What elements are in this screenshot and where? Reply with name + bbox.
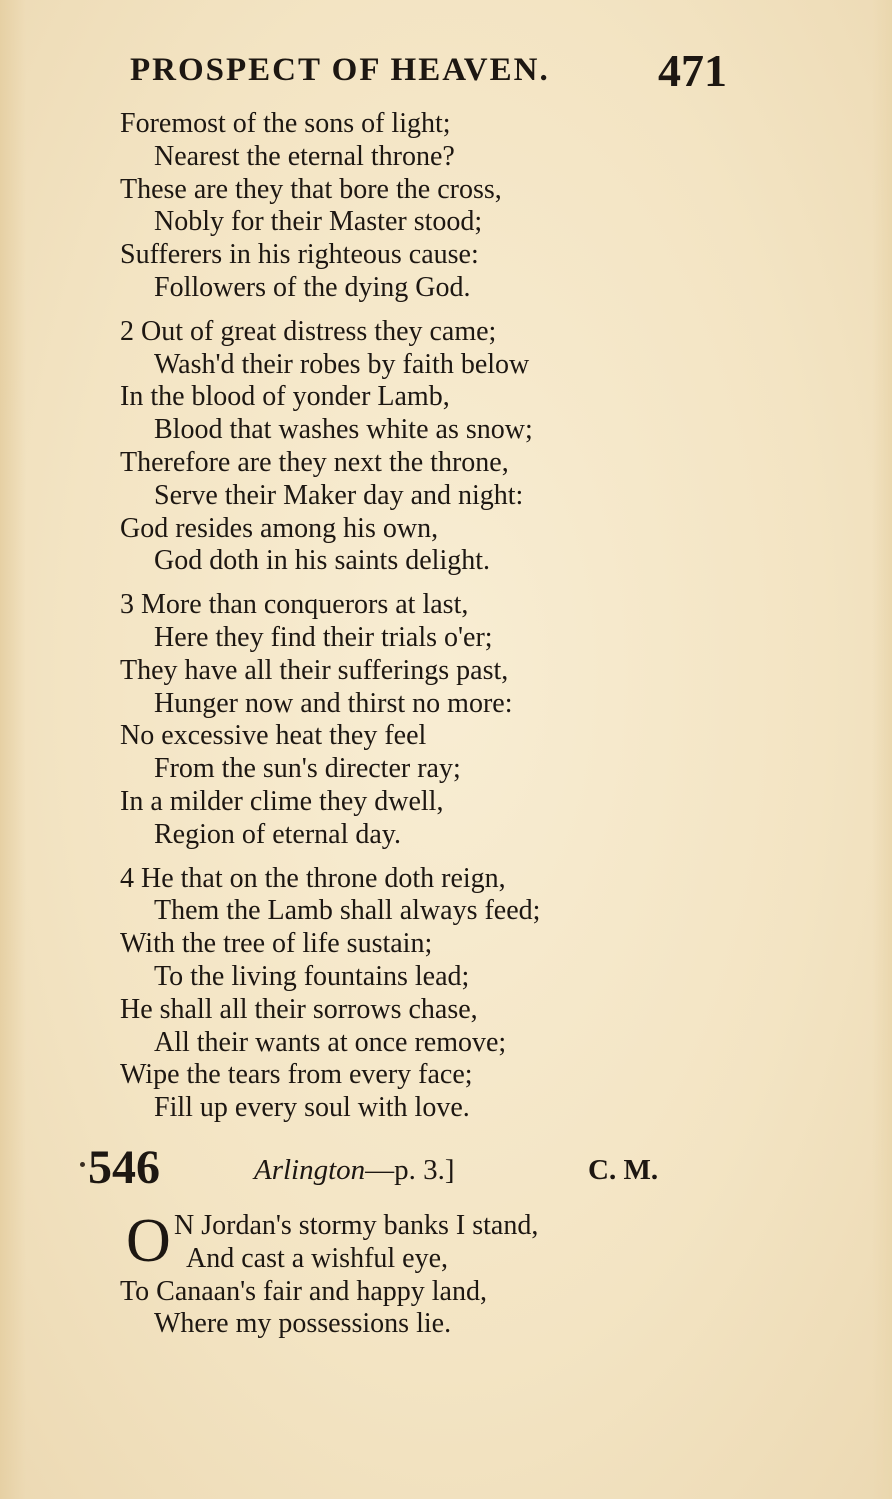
verse-line: And cast a wishful eye,	[186, 1242, 449, 1274]
stanza-2	[120, 316, 760, 578]
hymn-number: 546	[88, 1141, 160, 1194]
page-edge-shadow-right	[872, 0, 892, 1499]
hymn-continuation	[120, 108, 760, 1136]
stanza-1	[120, 108, 760, 305]
verse-line: Sufferers in his righteous cause:	[120, 239, 479, 271]
verse-line: Hunger now and thirst no more:	[154, 687, 513, 719]
verse-line: Nobly for their Master stood;	[154, 206, 483, 238]
verse-line: 4 He that on the throne doth reign,	[120, 862, 506, 894]
verse-line: God resides among his own,	[120, 512, 439, 544]
verse-line: In a milder clime they dwell,	[120, 785, 444, 817]
page-header	[130, 44, 750, 94]
verse-line: In the blood of yonder Lamb,	[120, 381, 450, 413]
verse-line: From the sun's directer ray;	[154, 753, 461, 785]
page-number: 471	[658, 45, 727, 96]
verse-line: 2 Out of great distress they came;	[120, 315, 497, 347]
meter: C. M.	[588, 1154, 659, 1186]
verse-line: He shall all their sorrows chase,	[120, 993, 478, 1025]
verse-line: All their wants at once remove;	[154, 1026, 507, 1058]
drop-cap: O	[126, 1207, 171, 1275]
verse-line: Blood that washes white as snow;	[154, 414, 533, 446]
verse-line: Fill up every soul with love.	[154, 1092, 470, 1124]
margin-dot	[80, 1162, 85, 1167]
verse-line: Here they find their trials o'er;	[154, 621, 493, 653]
verse-line: Nearest the eternal throne?	[154, 140, 455, 172]
verse-line: Wipe the tears from every face;	[120, 1059, 473, 1091]
verse-line: 3 More than conquerors at last,	[120, 589, 469, 621]
verse-line: Followers of the dying God.	[154, 271, 471, 303]
verse-line: To Canaan's fair and happy land,	[120, 1275, 487, 1307]
running-title: PROSPECT OF HEAVEN.	[130, 52, 550, 88]
verse-line: They have all their sufferings past,	[120, 654, 509, 686]
verse-line: N Jordan's stormy banks I stand,	[174, 1210, 539, 1241]
stanza-4	[120, 863, 760, 1125]
tune-reference	[254, 1154, 455, 1187]
verse-line: Serve their Maker day and night:	[154, 479, 524, 511]
stanza-3	[120, 589, 760, 851]
verse-line: Region of eternal day.	[154, 818, 401, 850]
verse-line: No excessive heat they feel	[120, 720, 427, 752]
verse-line: Them the Lamb shall always feed;	[154, 895, 541, 927]
verse-line: To the living fountains lead;	[154, 960, 470, 992]
hymn-heading	[80, 1140, 720, 1200]
tune-page-ref: —p. 3.]	[365, 1154, 455, 1186]
verse-line: Therefore are they next the throne,	[120, 446, 509, 478]
hymn-546-stanza	[120, 1207, 760, 1341]
tune-name: Arlington	[254, 1154, 366, 1186]
verse-line: Foremost of the sons of light;	[120, 108, 451, 139]
verse-line: These are they that bore the cross,	[120, 173, 502, 205]
verse-line: God doth in his saints delight.	[154, 545, 490, 577]
verse-line: With the tree of life sustain;	[120, 928, 433, 960]
verse-line: Where my possessions lie.	[154, 1308, 452, 1340]
page-edge-shadow-left	[0, 0, 26, 1499]
verse-line: Wash'd their robes by faith below	[154, 348, 530, 380]
